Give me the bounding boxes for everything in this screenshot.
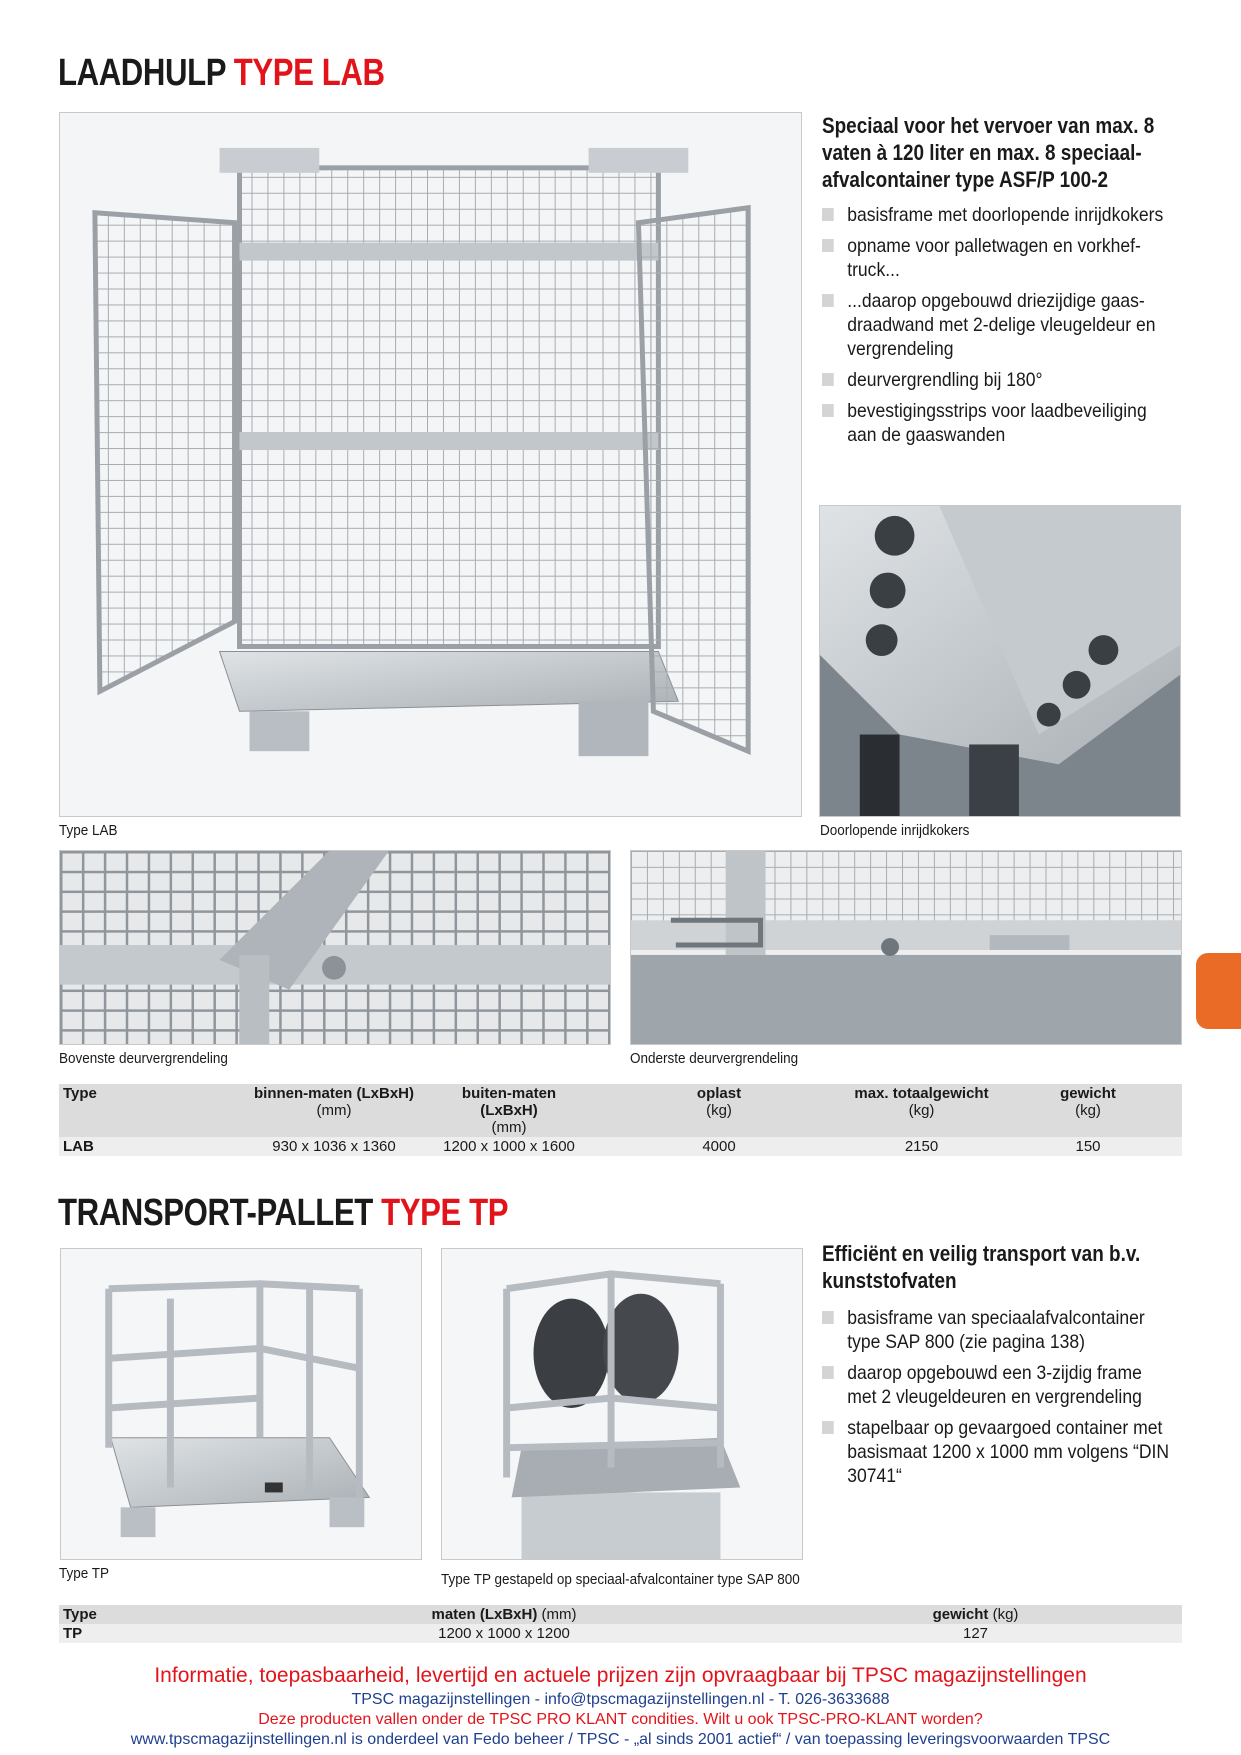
footer-info: Informatie, toepasbaarheid, levertijd en actuele prijzen zijn opvraagbaar bij TPSC magazijnstellingen [154, 1664, 1087, 1687]
tp-title-black: TRANSPORT-PALLET [58, 1192, 373, 1234]
table-cell: 1200 x 1000 x 1600 [443, 1138, 575, 1155]
lab-main-photo [59, 112, 802, 817]
list-item: bevestigingsstrips voor laadbeveiliging aan de gaaswanden [822, 399, 1173, 447]
caption-type-lab: Type LAB [59, 822, 118, 839]
caption-bottom-lock: Onderste deurvergrendeling [630, 1050, 799, 1067]
lab-feature-list [822, 203, 1173, 454]
col-type: Type [63, 1085, 97, 1102]
caption-top-lock: Bovenste deurvergrendeling [59, 1050, 228, 1067]
table-row [59, 1137, 1182, 1156]
table-cell: 1200 x 1000 x 1200 [438, 1625, 570, 1642]
list-item: basisframe van speciaalafvalcontainer type SAP 800 (zie pagina 138) [822, 1306, 1173, 1354]
bullet-square-icon [822, 404, 834, 417]
table-cell: LAB [63, 1138, 94, 1155]
bullet-square-icon [822, 373, 834, 386]
col-type: Type [63, 1606, 97, 1623]
lab-title-black: LAADHULP [58, 52, 226, 94]
bullet-square-icon [822, 294, 834, 307]
caption-tp-stacked: Type TP gestapeld op speciaal-afvalcontainer type SAP 800 [441, 1571, 800, 1588]
tp-main-photo [60, 1248, 422, 1560]
lab-title-red: TYPE LAB [233, 52, 385, 94]
bullet-square-icon [822, 1311, 834, 1324]
footer-website: www.tpscmagazijnstellingen.nl is onderdeel van Fedo beheer / TPSC - „al sinds 2001 actief“ / van toepassing leveringsvoorwaarden TPSC [130, 1731, 1111, 1748]
table-cell: 930 x 1036 x 1360 [272, 1138, 396, 1155]
tp-title [58, 1192, 508, 1235]
table-cell: 150 [1075, 1138, 1101, 1155]
list-item: stapelbaar op gevaargoed container met basismaat 1200 x 1000 mm volgens “DIN 30741“ [822, 1416, 1173, 1488]
list-item: opname voor palletwagen en vorkhef-truck... [822, 234, 1173, 282]
table-cell: 4000 [702, 1138, 736, 1155]
lab-bottom-lock-photo [630, 850, 1182, 1045]
lab-kokers-photo [819, 505, 1181, 817]
table-cell: TP [63, 1625, 83, 1642]
lab-top-lock-photo [59, 850, 611, 1045]
table-row [59, 1624, 1182, 1643]
caption-kokers: Doorlopende inrijdkokers [820, 822, 970, 839]
col-gewicht: gewicht (kg) [932, 1606, 1019, 1623]
lab-spec-table [59, 1084, 1182, 1156]
col-buiten-maten: buiten-maten (LxBxH) (mm) [461, 1085, 557, 1136]
tp-title-red: TYPE TP [381, 1192, 509, 1234]
list-item: daarop opgebouwd een 3-zijdig frame met 2 vleugeldeuren en vergrendeling [822, 1361, 1173, 1409]
tp-feature-list [822, 1306, 1173, 1495]
tp-intro: Efficiënt en veilig transport van b.v. kunststofvaten [822, 1241, 1141, 1293]
bullet-square-icon [822, 1366, 834, 1379]
tp-stacked-photo [441, 1248, 803, 1560]
footer-contact: TPSC magazijnstellingen - info@tpscmagazijnstellingen.nl - T. 026-3633688 [351, 1691, 890, 1708]
table-cell: 2150 [904, 1138, 939, 1155]
table-cell: 127 [962, 1625, 989, 1642]
section-tab-marker [1196, 953, 1241, 1029]
col-gewicht: gewicht (kg) [1060, 1085, 1116, 1119]
footer-pro-klant: Deze producten vallen onder de TPSC PRO KLANT condities. Wilt u ook TPSC-PRO-KLANT worden? [258, 1711, 983, 1728]
bullet-square-icon [822, 1421, 834, 1434]
col-oplast: oplast (kg) [696, 1085, 742, 1119]
lab-title [58, 52, 385, 95]
bullet-square-icon [822, 239, 834, 252]
list-item: deurvergrendling bij 180° [822, 368, 1173, 392]
lab-intro: Speciaal voor het vervoer van max. 8 vaten à 120 liter en max. 8 speciaal-afvalcontainer type ASF/P 100-2 [822, 113, 1155, 192]
col-binnen-maten: binnen-maten (LxBxH) (mm) [253, 1085, 414, 1119]
caption-type-tp: Type TP [59, 1565, 110, 1582]
list-item: ...daarop opgebouwd driezijdige gaas-draadwand met 2-delige vleugeldeur en vergrendeling [822, 289, 1173, 361]
bullet-square-icon [822, 208, 834, 221]
list-item: basisframe met doorlopende inrijdkokers [822, 203, 1173, 227]
col-max-totaalgewicht: max. totaalgewicht (kg) [854, 1085, 989, 1119]
table-header-row [59, 1605, 1182, 1624]
tp-spec-table [59, 1605, 1182, 1643]
col-maten: maten (LxBxH) (mm) [431, 1606, 577, 1623]
table-header-row [59, 1084, 1182, 1137]
